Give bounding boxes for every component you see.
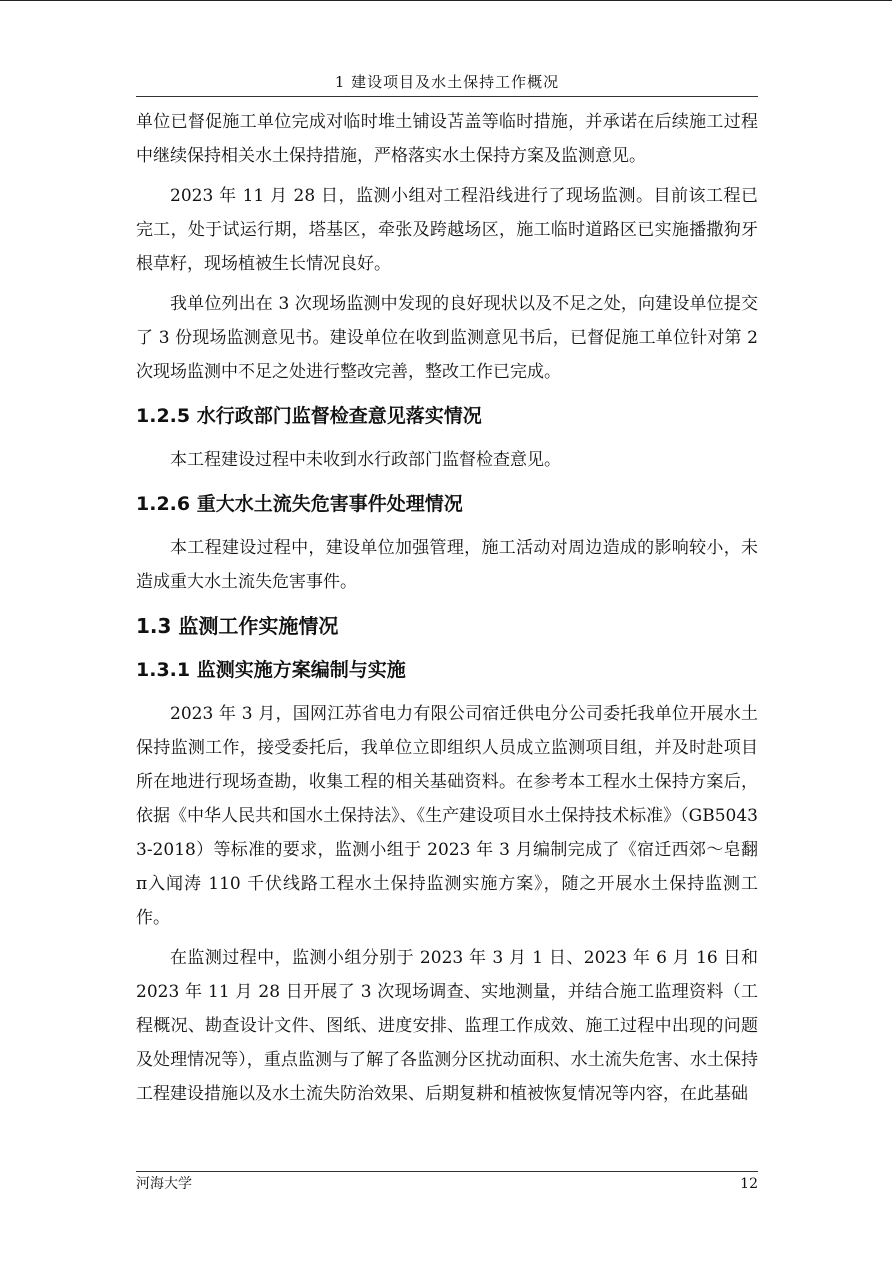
footer-institution: 河海大学 [136,1176,192,1192]
running-header: 1 建设项目及水土保持工作概况 [334,73,560,91]
paragraph-hazard-events: 本工程建设过程中，建设单位加强管理，施工活动对周边造成的影响较小，未造成重大水土流失危害事件。 [136,538,758,592]
section-heading-1-3: 1.3 监测工作实施情况 [136,614,339,638]
paragraph-monitoring-nov: 2023 年 11 月 28 日，监测小组对工程沿线进行了现场监测。目前该工程已完工，处于试运行期，塔基区，牵张及跨越场区，施工临时道路区已实施播撒狗牙根草籽，现场植被生长情况良好。 [136,186,758,274]
header-rule [136,96,758,97]
section-heading-1-3-1: 1.3.1 监测实施方案编制与实施 [136,659,406,681]
paragraph-continuation: 单位已督促施工单位完成对临时堆土铺设苫盖等临时措施，并承诺在后续施工过程中继续保持相关水土保持措施，严格落实水土保持方案及监测意见。 [136,112,758,166]
paragraph-supervision: 本工程建设过程中未收到水行政部门监督检查意见。 [170,450,561,470]
paragraph-plan-compilation: 2023 年 3 月，国网江苏省电力有限公司宿迁供电分公司委托我单位开展水土保持监测工作，接受委托后，我单位立即组织人员成立监测项目组，并及时赴项目所在地进行现场查勘，收集工程的相关基础资料。在参考本工程水土保持方案后，依据《中华人民共和国水土保持法》、《生产建设项目水土保持技术标准》（GB50433-2018）等标准的要求，监测小组于 2023 年 3 月编制完成了《宿迁西郊～皂翻π入闻涛 110 千伏线路工程水土保持监测实施方案》，随之开展水土保持监测工作。 [136,704,758,928]
footer-rule [136,1171,758,1172]
page-body [136,105,758,1111]
page-number: 12 [740,1176,758,1192]
section-heading-1-2-5: 1.2.5 水行政部门监督检查意见落实情况 [136,405,482,427]
section-heading-1-2-6: 1.2.6 重大水土流失危害事件处理情况 [136,493,463,515]
paragraph-monitoring-opinions: 我单位列出在 3 次现场监测中发现的良好现状以及不足之处，向建设单位提交了 3 份现场监测意见书。建设单位在收到监测意见书后，已督促施工单位针对第 2 次现场监测中不足之处进行整改完善，整改工作已完成。 [136,294,758,382]
paragraph-monitoring-process: 在监测过程中，监测小组分别于 2023 年 3 月 1 日、2023 年 6 月 16 日和 2023 年 11 月 28 日开展了 3 次现场调查、实地测量，并结合施工监理资料（工程概况、勘查设计文件、图纸、进度安排、监理工作成效、施工过程中出现的问题及处理情况等），重点监测与了解了各监测分区扰动面积、水土流失危害、水土保持工程建设措施以及水土流失防治效果、后期复耕和植被恢复情况等内容，在此基础 [136,948,758,1104]
